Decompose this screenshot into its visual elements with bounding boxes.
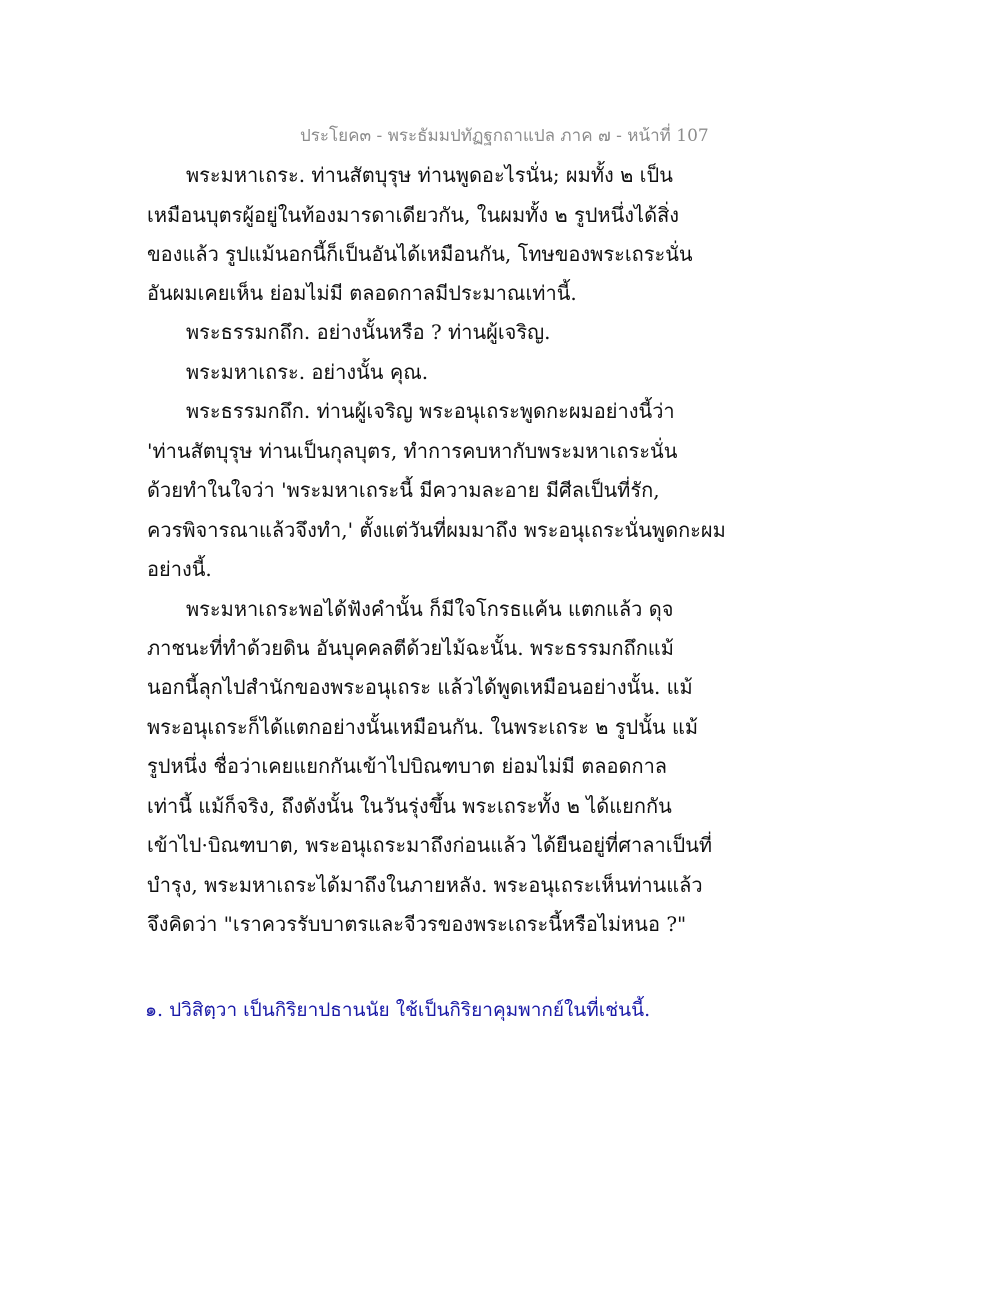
body-line: พระธรรมกถึก. อย่างนั้นหรือ ? ท่านผู้เจริญ. [186, 320, 551, 344]
body-line: รูปหนึ่ง ชื่อว่าเคยแยกกันเข้าไปบิณฑบาต ย่อมไม่มี ตลอดกาล [147, 754, 668, 778]
body-line: ของแล้ว รูปแม้นอกนี้ก็เป็นอันได้เหมือนกัน, โทษของพระเถระนั่น [147, 242, 693, 266]
body-line: ภาชนะที่ทำด้วยดิน อันบุคคลตีด้วยไม้ฉะนั้น. พระธรรมกถึกแม้ [147, 636, 674, 660]
body-line: เข้าไป·บิณฑบาต, พระอนุเถระมาถึงก่อนแล้ว ได้ยืนอยู่ที่ศาลาเป็นที่ [147, 833, 713, 857]
body-line: เท่านี้ แม้ก็จริง, ถึงดังนั้น ในวันรุ่งขึ้น พระเถระทั้ง ๒ ได้แยกกัน [147, 794, 672, 818]
body-line: ควรพิจารณาแล้วจึงทำ,' ตั้งแต่วันที่ผมมาถึง พระอนุเถระนั่นพูดกะผม [147, 518, 726, 542]
body-line: อันผมเคยเห็น ย่อมไม่มี ตลอดกาลมีประมาณเท่านี้. [147, 281, 577, 305]
body-line: พระมหาเถระ. อย่างนั้น คุณ. [186, 360, 429, 384]
footnote: ๑. ปวิสิตฺวา เป็นกิริยาปธานนัย ใช้เป็นกิริยาคุมพากย์ในที่เช่นนี้. [145, 999, 651, 1021]
body-line: ด้วยทำในใจว่า 'พระมหาเถระนี้ มีความละอาย มีศีลเป็นที่รัก, [147, 478, 660, 502]
body-line: พระธรรมกถึก. ท่านผู้เจริญ พระอนุเถระพูดกะผมอย่างนี้ว่า [186, 399, 675, 423]
body-line: พระมหาเถระ. ท่านสัตบุรุษ ท่านพูดอะไรนั่น; ผมทั้ง ๒ เป็น [186, 163, 673, 187]
body-line: นอกนี้ลุกไปสำนักของพระอนุเถระ แล้วได้พูดเหมือนอย่างนั้น. แม้ [147, 675, 693, 699]
body-line: เหมือนบุตรผู้อยู่ในท้องมารดาเดียวกัน, ในผมทั้ง ๒ รูปหนึ่งได้สิ่ง [147, 203, 680, 227]
body-line: จึงคิดว่า "เราควรรับบาตรและจีวรของพระเถระนี้หรือไม่หนอ ?" [147, 912, 687, 936]
body-line: อย่างนี้. [147, 557, 212, 581]
body-line: บำรุง, พระมหาเถระได้มาถึงในภายหลัง. พระอนุเถระเห็นท่านแล้ว [147, 873, 703, 897]
body-line: พระอนุเถระก็ได้แตกอย่างนั้นเหมือนกัน. ในพระเถระ ๒ รูปนั้น แม้ [147, 715, 699, 739]
body-line: 'ท่านสัตบุรุษ ท่านเป็นกุลบุตร, ทำการคบหากับพระมหาเถระนั่น [147, 439, 678, 463]
body-line: พระมหาเถระพอได้ฟังคำนั้น ก็มีใจโกรธแค้น แตกแล้ว ดุจ [186, 597, 674, 621]
page-header: ประโยค๓ - พระธัมมปทัฏฐกถาแปล ภาค ๗ - หน้าที่ 107 [300, 126, 709, 146]
